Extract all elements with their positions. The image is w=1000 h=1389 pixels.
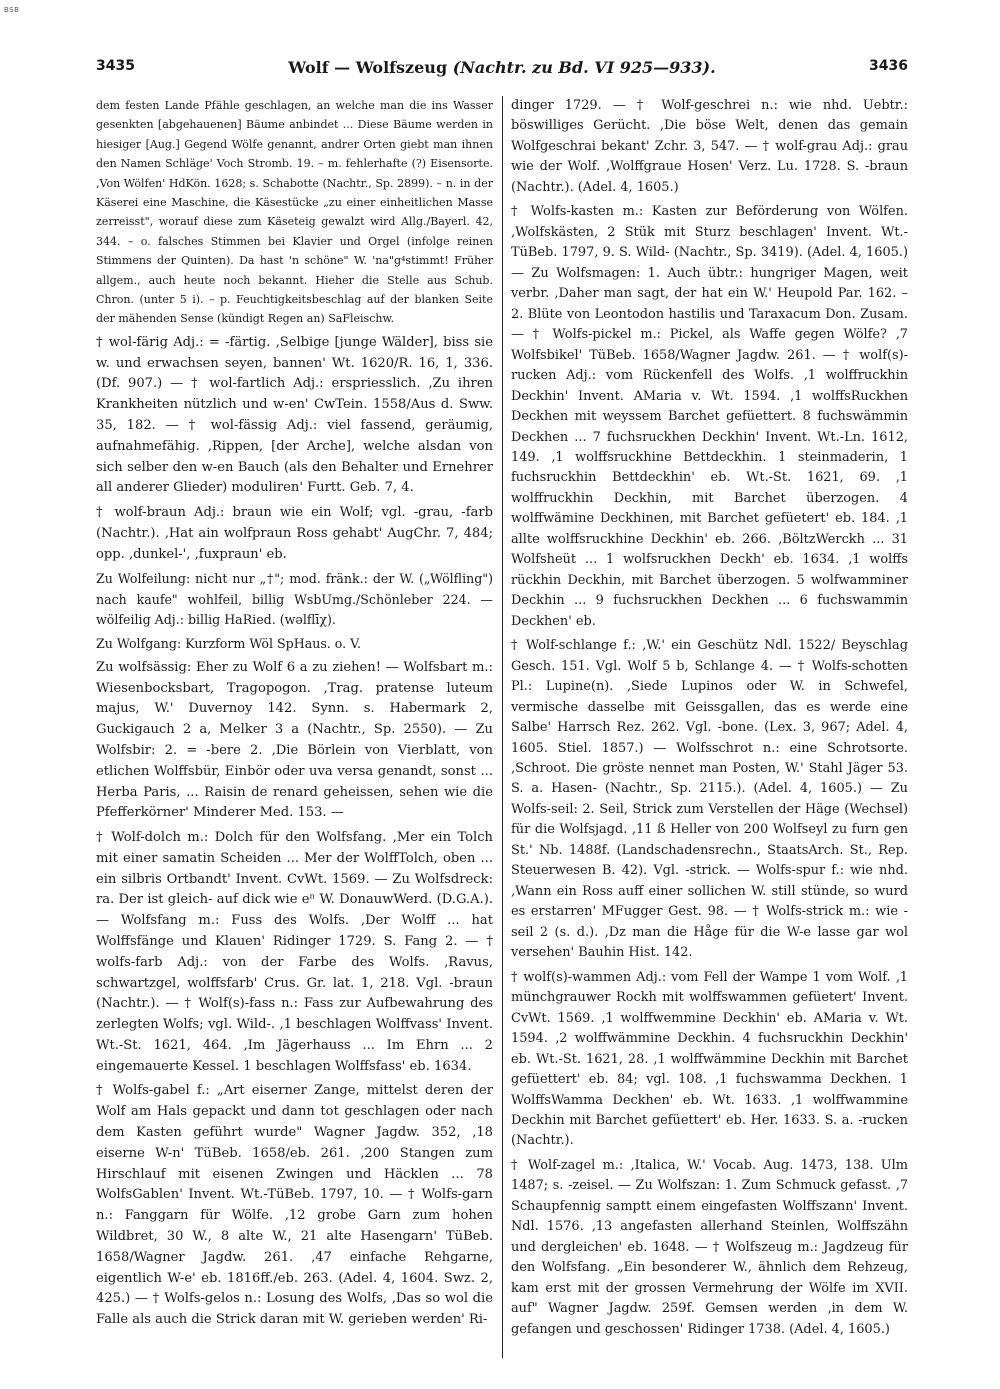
entry-paragraph: dinger 1729. — † Wolf-geschrei n.: wie nhd. Uebtr.: böswilliges Gerücht. ‚Die böse Welt, denen das gemain Wolfgeschrai bekant' Zchr. 3, 547. — † wolf-grau Adj.: grau wie der Wolf. ‚Wolffgraue Hosen' Verz. Lu. 1728. S. -braun (Nachtr.). (Adel. 4, 1605.) [511, 98, 908, 195]
column-divider [502, 96, 503, 1358]
dictionary-body [96, 96, 908, 1358]
entry-paragraph: † Wolfs-kasten m.: Kasten zur Beförderung von Wölfen. ‚Wolfskästen, 2 Stük mit Sturz beschlagen' Invent. Wt.-TüBeb. 1797, 9. S. Wild- (Nachtr., Sp. 3419). (Adel. 4, 1605.) — Zu Wolfsmagen: 1. Auch übtr.: hungriger Magen, weit verbr. ‚Daher man sagt, der hat ein W.' Heupold Par. 162. – 2. Blüte von Leontodon hastilis und Taraxacum Don. Zusam. — † Wolfs-pickel m.: Pickel, als Waffe gegen Wölfe? ‚7 Wolfsbikel' TüBeb. 1658/Wagner Jagdw. 261. — † wolf(s)-rucken Adj.: vom Rückenfell des Wolfs. ‚1 wolffruckhin Deckhin' Invent. AMaria v. Wt. 1594. ‚1 wolffsRuckhen Deckhen mit weyssem Barchet gefüettert. 8 fuchswämmin Deckhen ... 7 fuchsruckhen Deckhin' Invent. Wt.-Ln. 1612, 149. ‚1 wolffsruckhine Bettdeckhin. 1 steinmaderin, 1 fuchsruckhin Bettdeckhin' eb. Wt.-St. 1621, 69. ‚1 wolffruckhin Deckhin, mit Barchet überzogen. 4 wolffwämine Deckhinen, mit Barchet gefüetert' eb. 184. ‚1 allte wolffsruckhine Deckhin' eb. 266. ‚BöltzWerckh ... 31 Wolfsheüt ... 1 wolfsruckhen Deckh' eb. 1634. ‚1 wolffs rückhin Deckhin, mit Barchet überzogen. 5 wolfwamminer Deckhin ... 9 fuchsruckhen Deckhen ... 6 fuchswammin Deckhen' eb. [511, 204, 908, 629]
page-number-right: 3436 [869, 58, 908, 74]
library-stamp: BSB [4, 6, 20, 14]
entry-paragraph: Zu Wolfgang: Kurzform Wöl SpHaus. o. V. [96, 635, 362, 651]
entry-paragraph: Zu wolfsässig: Eher zu Wolf 6 a zu ziehen! — Wolfsbart m.: Wiesenbocksbart, Tragopogon. ‚Trag. pratense luteum majus, W.' Duvernoy 142. Synn. s. Habermark 2, Guckigauch 2 a, Melker 3 a (Nachtr., Sp. 2550). — Zu Wolfsbir: 2. = -bere 2. ‚Die Börlein von Vierblatt, von etlichen Wolffsbür, Einbör oder uva versa genandt, sonst ... Herba Paris, ... Raisin de renard geheissen, sehen wie die Pfefferkörner' Minderer Med. 153. — [96, 659, 493, 821]
running-title [96, 58, 908, 77]
entry-paragraph: † Wolfs-gabel f.: „Art eiserner Zange, mittelst deren der Wolf am Hals gepackt und dann tot geschlagen oder nach dem Kasten geführt wurde" Wagner Jagdw. 352, ‚18 eiserne W-n' TüBeb. 1658/eb. 261. ‚200 Stangen zum Hirschlauf mit eisenen Zwingen und Häcklen ... 78 WolfsGablen' Invent. Wt.-TüBeb. 1797, 10. — † Wolfs-garn n.: Fanggarn für Wölfe. ‚12 grobe Garn zum hohen Wildbret, 30 W., 8 alte W., 21 alte Hasengarn' TüBeb. 1658/Wagner Jagdw. 261. ‚47 einfache Rehgarne, eigentlich W-e' eb. 1816ff./eb. 263. (Adel. 4, 1604. Swz. 2, 425.) — † Wolfs-gelos n.: Losung des Wolfs, ‚Das so wol die Falle als auch die Strick daran mit W. gerieben werden' Ri- [96, 1083, 493, 1328]
page-header [96, 58, 908, 82]
entry-paragraph: † wolf(s)-wammen Adj.: vom Fell der Wampe 1 vom Wolf. ‚1 münchgrauwer Rockh mit wolffswammen gefüetert' Invent. CvWt. 1569. ‚1 wolffwemmine Deckhin' eb. AMaria v. Wt. 1594. ‚2 wolffwämmine Deckhin. 4 fuchsruckhin Deckhin' eb. Wt.-St. 1621, 28. ‚1 wolffwämmine Deckhin mit Barchet gefüettert' eb. 84; vgl. 108. ‚1 fuchswamma Deckhen. 1 WolffsWamma Deckhen' eb. Wt. 1633. ‚1 wolffwammine Deckhin mit Barchet gefüettert' eb. Her. 1633. S. a. -rucken (Nachtr.). [511, 969, 908, 1149]
entry-paragraph: † Wolf-zagel m.: ‚Italica, W.' Vocab. Aug. 1473, 138. Ulm 1487; s. -zeisel. — Zu Wolfszan: 1. Zum Schmuck gefasst. ‚7 Schaupfennig samptt einem eingefasten Wolffszann' Invent. Ndl. 1576. ‚13 angefasten allerhand Steinlen, Wolffszähn und dergleichen' eb. 1648. — † Wolfszeug m.: Jagdzeug für den Wolfsfang. „Ein besonderer W., ähnlich dem Rehzeug, kam erst mit der grossen Vermehrung der Wölfe im XVII. auf" Wagner Jagdw. 259f. Gemsen werden ‚in dem W. gefangen und geschossen' Ridinger 1738. (Adel. 4, 1605.) [511, 1157, 908, 1337]
entry-paragraph: dem festen Lande Pfähle geschlagen, an welche man die ins Wasser gesenkten [abgehauenen] Bäume anbindet ... Diese Bäume werden in hiesiger [Aug.] Gegend Wölfe genannt, andrer Orten giebt man ihnen den Namen Schläge' Voch Stromb. 19. – m. fehlerhafte (?) Eisensorte. ‚Von Wölfen' HdKön. 1628; s. Schabotte (Nachtr., Sp. 2899). – n. in der Käserei eine Maschine, die Käsestücke „zu einer einheitlichen Masse zerreisst", worauf diese zum Käseteig gewalzt wird Allg./Bayerl. 42, 344. – o. falsches Stimmen bei Klavier und Orgel (infolge reinen Stimmens der Quinten). Da hast 'n schöne" W. 'na"g⁴stimmt! Früher allgem., auch heute noch bekannt. Hieher die Stelle aus Schub. Chron. (unter 5 i). – p. Feuchtigkeitsbeschlag auf der blanken Seite der mähenden Sense (kündigt Regen an) SaFleischw. [96, 99, 493, 326]
right-column [511, 96, 908, 1358]
entry-paragraph: Zu Wolfeilung: nicht nur „†"; mod. fränk.: der W. („Wölfling") nach kaufe" wohlfeil, billig WsbUmg./Schönleber 224. — wölfeilig Adj.: billig HaRied. (wəlflīχ). [96, 571, 493, 627]
running-title-subtitle: (Nachtr. zu Bd. VI 925—933). [452, 58, 716, 77]
page-number-left: 3435 [96, 58, 135, 74]
entry-paragraph: † Wolf-dolch m.: Dolch für den Wolfsfang. ‚Mer ein Tolch mit einer samatin Scheiden ... Mer der WolffTolch, oben ... ein silbris Ortbandt' Invent. CvWt. 1569. — Zu Wolfsdreck: ra. Der ist gleich- auf dick wie eⁿ W. DonauwWerd. (D.G.A.). — Wolfsfang m.: Fuss des Wolfs. ‚Der Wolff ... hat Wolffsfänge und Klauen' Ridinger 1729. S. Fang 2. — † wolfs-farb Adj.: von der Farbe des Wolfs. ‚Ravus, schwartzgel, wolffsfarb' Crus. Gr. lat. 1, 218. Vgl. -braun (Nachtr.). — † Wolf(s)-fass n.: Fass zur Aufbewahrung des zerlegten Wolfs; vgl. Wild-. ‚1 beschlagen Wolffvass' Invent. Wt.-St. 1621, 464. ‚Im Jägerhauss ... Im Ehrn ... 2 eingemauerte Kessel. 1 beschlagen Wolffsfass' eb. 1634. [96, 830, 493, 1074]
entry-paragraph: † Wolf-schlange f.: ‚W.' ein Geschütz Ndl. 1522/ Beyschlag Gesch. 151. Vgl. Wolf 5 b, Schlange 4. — † Wolfs-schotten Pl.: Lupine(n). ‚Siede Lupinos oder W. in Schwefel, vermische dasselbe mit Geissgallen, das es werde eine Salbe' Harrsch Rez. 262. Vgl. -bone. (Lex. 3, 967; Adel. 4, 1605. Stiel. 1857.) — Wolfsschrot n.: eine Schrotsorte. ‚Schroot. Die gröste nennet man Posten, W.' Stahl Jäger 53. S. a. Hasen- (Nachtr., Sp. 2115.). (Adel. 4, 1605.) — Zu Wolfs-seil: 2. Seil, Strick zum Verstellen der Häge (Wechsel) für die Wolfsjagd. ‚11 ß Heller von 200 Wolfseyl zu furn gen St.' Nb. 1488f. (Landschadensrechn., StaatsArch. St., Rep. Steuerwesen B. 42). Vgl. -strick. — Wolfs-spur f.: wie nhd. ‚Wann ein Ross auff einer sollichen W. still stünde, so wurd es erstarren' MFugger Gest. 98. — † Wolfs-strick m.: wie -seil 2 (s. d.). ‚Dz man die Håge für die W-e lasse gar wol versehen' Bauhin Hist. 142. [511, 638, 908, 961]
left-column [96, 96, 493, 1358]
running-title-main: Wolf — Wolfszeug [288, 58, 448, 77]
entry-paragraph: † wolf-braun Adj.: braun wie ein Wolf; vgl. -grau, -farb (Nachtr.). ‚Hat ain wolfpraun Ross gehabt' AugChr. 7, 484; opp. ‚dunkel-', ‚fuxpraun' eb. [96, 505, 493, 562]
entry-paragraph: † wol-färig Adj.: = -färtig. ‚Selbige [junge Wälder], biss sie w. und erwachsen seyen, bannen' Wt. 1620/R. 16, 1, 336. (Df. 907.) — † wol-fartlich Adj.: erspriesslich. ‚Zu ihren Krankheiten nützlich und w-en' CwTein. 1558/Aus d. Sww. 35, 182. — † wol-fässig Adj.: viel fassend, geräumig, aufnahmefähig. ‚Rippen, [der Arche], welche alsdan von sich selber den w-en Bauch (als den Behalter und Ernehrer all anderer Glieder) moduliren' Furtt. Geb. 7, 4. [96, 334, 493, 496]
